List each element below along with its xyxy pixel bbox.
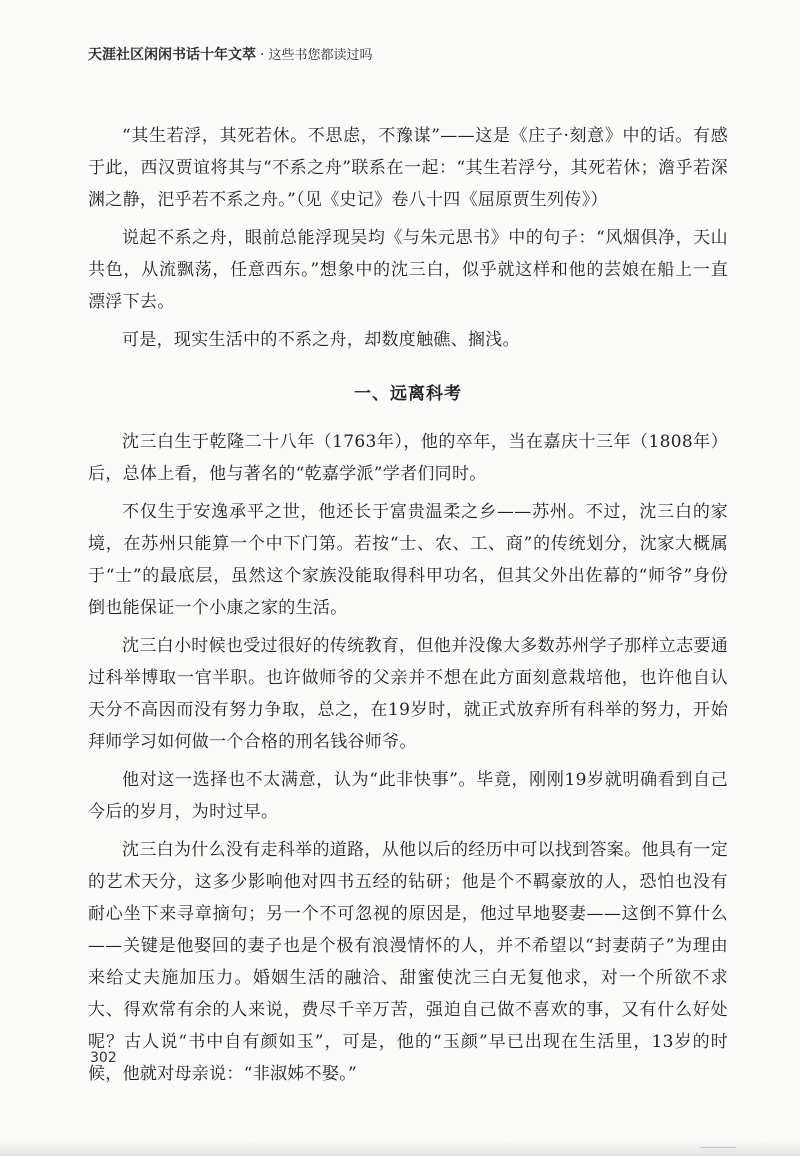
running-header: [88, 44, 728, 72]
paragraph-intro-3: 可是，现实生活中的不系之舟，却数度触礁、搁浅。: [122, 330, 520, 350]
paragraph-section-4: 他对这一选择也不太满意，认为“此非快事”。毕竟，刚刚19岁就明确看到自己今后的岁月，为时过早。: [88, 770, 728, 822]
book-subtitle: 这些书您都读过吗: [268, 48, 373, 63]
book-title: 天涯社区闲闲书话十年文萃: [88, 47, 256, 63]
paragraph-intro-1: “其生若浮，其死若休。不思虑，不豫谋”——这是《庄子·刻意》中的话。有感于此，西汉贾谊将其与“不系之舟”联系在一起：“其生若浮兮，其死若休；澹乎若深渊之静，汜乎若不系之舟。”（见《史记》卷八十四《屈原贾生列传》）: [88, 126, 728, 210]
paragraph-section-2: 不仅生于安逸承平之世，他还长于富贵温柔之乡——苏州。不过，沈三白的家境，在苏州只能算一个中下门第。若按“士、农、工、商”的传统划分，沈家大概属于“士”的最底层，虽然这个家族没能取得科甲功名，但其父外出佐幕的“师爷”身份倒也能保证一个小康之家的生活。: [88, 502, 728, 618]
page-edge-shadow: [0, 1140, 800, 1156]
paragraph-section-5: 沈三白为什么没有走科举的道路，从他以后的经历中可以找到答案。他具有一定的艺术天分，这多少影响他对四书五经的钻研；他是个不羁豪放的人，恐怕也没有耐心坐下来寻章摘句；另一个不可忽视的原因是，他过早地娶妻——这倒不算什么——关键是他娶回的妻子也是个极有浪漫情怀的人，并不希望以“封妻荫子”为理由来给丈夫施加压力。婚姻生活的融洽、甜蜜使沈三白无复他求，对一个所欲不求大、得欢常有余的人来说，费尽千辛万苦，强迫自己做不喜欢的事，又有什么好处呢？古人说“书中自有颜如玉”，可是，他的“玉颜”早已出现在生活里，13岁的时候，他就对母亲说：“非淑姊不娶。”: [88, 840, 728, 1084]
section-heading: 一、远离科考: [354, 384, 462, 404]
paragraph-section-1: 沈三白生于乾隆二十八年（1763年），他的卒年，当在嘉庆十三年（1808年）后，总体上看，他与著名的“乾嘉学派”学者们同时。: [88, 432, 728, 484]
header-separator: ·: [260, 47, 265, 63]
paragraph-intro-2: 说起不系之舟，眼前总能浮现吴均《与朱元思书》中的句子：“风烟俱净，天山共色，从流飘荡，任意西东。”想象中的沈三白，似乎就这样和他的芸娘在船上一直漂浮下去。: [88, 228, 728, 312]
page-edge-line: [700, 1147, 736, 1148]
page-number: 302: [90, 1050, 117, 1066]
page-body: [88, 120, 728, 1096]
paragraph-section-3: 沈三白小时候也受过很好的传统教育，但他并没像大多数苏州学子那样立志要通过科举博取一官半职。也许做师爷的父亲并不想在此方面刻意栽培他，也许他自认天分不高因而没有努力争取，总之，在19岁时，就正式放弃所有科举的努力，开始拜师学习如何做一个合格的刑名钱谷师爷。: [88, 636, 728, 752]
